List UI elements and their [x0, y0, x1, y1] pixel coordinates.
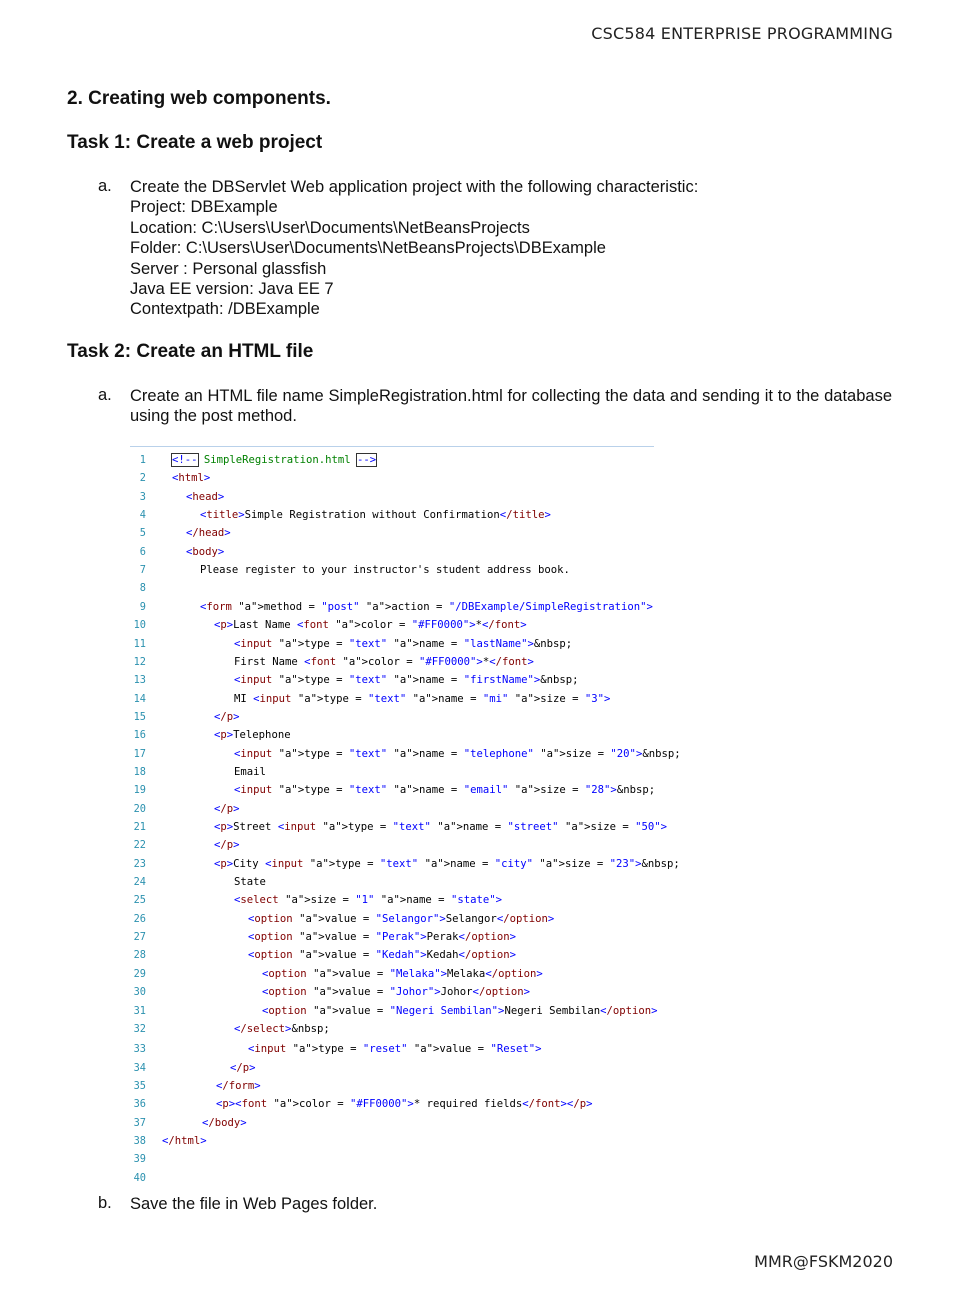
code-text: <html> — [172, 472, 211, 485]
code-line — [130, 1002, 690, 1020]
code-text: <!-- SimpleRegistration.html --> — [172, 454, 377, 466]
code-line — [130, 598, 690, 616]
line-number: 11 — [133, 637, 146, 650]
task1-line: Project: DBExample — [130, 198, 278, 217]
code-line — [130, 965, 690, 983]
code-line — [130, 561, 690, 579]
line-number: 2 — [139, 472, 146, 485]
code-line — [130, 836, 690, 854]
code-line — [130, 1077, 690, 1095]
code-line — [130, 1095, 690, 1113]
line-number: 39 — [133, 1153, 146, 1166]
code-text: <option "a">value = "Kedah">Kedah</option> — [248, 949, 516, 962]
code-text: </html> — [162, 1134, 207, 1147]
code-text: <input "a">type = "text" "a">name = "telephone" "a">size = "20">&nbsp; — [234, 747, 681, 760]
line-number: 5 — [139, 527, 146, 540]
task1-item-a-letter: a. — [98, 177, 112, 195]
line-number: 16 — [133, 729, 146, 742]
line-number: 31 — [133, 1004, 146, 1017]
line-number: 7 — [139, 564, 146, 577]
task1-line: Create the DBServlet Web application project with the following characteristic: — [130, 178, 699, 196]
code-line — [130, 873, 690, 891]
code-line — [130, 1020, 690, 1038]
code-line — [130, 671, 690, 689]
line-number: 24 — [133, 876, 146, 889]
line-number: 28 — [133, 949, 146, 962]
line-number: 32 — [133, 1022, 146, 1035]
task2-item-b-letter: b. — [98, 1194, 112, 1212]
task1-line: Java EE version: Java EE 7 — [130, 280, 334, 299]
code-text: </p> — [214, 839, 240, 852]
code-line — [130, 781, 690, 799]
line-number: 14 — [133, 692, 146, 705]
task1-line: Server : Personal glassfish — [130, 259, 327, 278]
code-text: <option "a">value = "Melaka">Melaka</option> — [262, 967, 543, 980]
code-text: </form> — [216, 1079, 261, 1092]
code-text: <title>Simple Registration without Confirmation</title> — [200, 509, 551, 522]
code-line — [130, 726, 690, 744]
code-text: <p>City <input "a">type = "text" "a">name = "city" "a">size = "23">&nbsp; — [214, 857, 680, 870]
code-text: </p> — [230, 1061, 256, 1074]
code-text: <option "a">value = "Perak">Perak</option> — [248, 931, 516, 944]
task1-line: Folder: C:\Users\User\Documents\NetBeansProjects\DBExample — [130, 239, 606, 258]
code-text: <head> — [186, 490, 225, 503]
code-line — [130, 1169, 690, 1187]
code-text: </p> — [214, 802, 240, 815]
page-footer: MMR@FSKM2020 — [754, 1252, 893, 1271]
code-line — [130, 579, 690, 597]
line-number: 34 — [133, 1061, 146, 1074]
task1-line: Contextpath: /DBExample — [130, 300, 320, 319]
code-text: <form "a">method = "post" "a">action = "/DBExample/SimpleRegistration"> — [200, 600, 653, 613]
task2-item-a-letter: a. — [98, 386, 112, 404]
code-text: MI <input "a">type = "text" "a">name = "mi" "a">size = "3"> — [234, 692, 611, 705]
line-number: 29 — [133, 967, 146, 980]
line-number: 21 — [133, 821, 146, 833]
code-text: </p> — [214, 710, 240, 723]
code-line — [130, 1040, 690, 1058]
line-number: 26 — [133, 912, 146, 925]
code-line — [130, 745, 690, 763]
code-line — [130, 1059, 690, 1077]
line-number: 20 — [133, 802, 146, 815]
line-number: 36 — [133, 1098, 146, 1111]
code-line — [130, 891, 690, 909]
code-line — [130, 1114, 690, 1132]
code-text: <body> — [186, 545, 225, 558]
line-number: 30 — [133, 986, 146, 999]
line-number: 8 — [139, 582, 146, 595]
line-number: 33 — [133, 1043, 146, 1056]
line-number: 25 — [133, 894, 146, 907]
code-text: <p>Street <input "a">type = "text" "a">name = "street" "a">size = "50"> — [214, 821, 668, 833]
code-line — [130, 946, 690, 964]
code-line — [130, 1132, 690, 1150]
line-number: 15 — [133, 710, 146, 723]
page-header: CSC584 ENTERPRISE PROGRAMMING — [591, 24, 893, 43]
code-line — [130, 543, 690, 561]
line-number: 4 — [139, 509, 146, 522]
code-line — [130, 506, 690, 524]
line-number: 12 — [133, 655, 146, 668]
section-title: 2. Creating web components. — [67, 88, 331, 109]
code-text: <p>Last Name <font "a">color = "#FF0000">*</font> — [214, 619, 527, 632]
code-line — [130, 653, 690, 671]
code-line — [130, 818, 690, 836]
line-number: 3 — [139, 490, 146, 503]
code-text: <p><font "a">color = "#FF0000">* required fields</font></p> — [216, 1098, 593, 1111]
code-text: <select "a">size = "1" "a">name = "state"> — [234, 894, 502, 907]
code-line — [130, 928, 690, 946]
code-line — [130, 708, 690, 726]
code-text: </head> — [186, 527, 231, 540]
line-number: 6 — [139, 545, 146, 558]
code-text: <input "a">type = "text" "a">name = "lastName">&nbsp; — [234, 637, 573, 650]
code-text: Email — [234, 765, 266, 778]
code-text: <input "a">type = "text" "a">name = "email" "a">size = "28">&nbsp; — [234, 784, 656, 797]
code-line — [130, 1150, 690, 1168]
code-listing — [130, 446, 681, 1187]
code-text: <input "a">type = "reset" "a">value = "Reset"> — [248, 1043, 542, 1056]
task2-item-b-body: Save the file in Web Pages folder. — [130, 1195, 378, 1213]
line-number: 40 — [133, 1171, 146, 1184]
code-text: Please register to your instructor's student address book. — [200, 564, 570, 577]
line-number: 22 — [133, 839, 146, 852]
code-text: </body> — [202, 1116, 247, 1129]
line-number: 19 — [133, 784, 146, 797]
code-line — [130, 524, 690, 542]
line-number: 1 — [139, 454, 146, 466]
line-number: 27 — [133, 931, 146, 944]
code-line — [130, 451, 690, 469]
line-number: 38 — [133, 1134, 146, 1147]
code-text: State — [234, 876, 266, 889]
code-line — [130, 690, 690, 708]
code-line — [130, 763, 690, 781]
line-number: 37 — [133, 1116, 146, 1129]
line-number: 35 — [133, 1079, 146, 1092]
task2-item-a-body: Create an HTML file name SimpleRegistration.html for collecting the data and sending it to the database using the post method. — [130, 387, 892, 426]
line-number: 17 — [133, 747, 146, 760]
code-line — [130, 616, 690, 634]
code-line — [130, 635, 690, 653]
code-text: <input "a">type = "text" "a">name = "firstName">&nbsp; — [234, 674, 579, 687]
code-line — [130, 983, 690, 1001]
code-line — [130, 910, 690, 928]
code-text: <option "a">value = "Johor">Johor</option> — [262, 986, 530, 999]
task2-title: Task 2: Create an HTML file — [67, 341, 314, 362]
code-line — [130, 469, 690, 487]
code-text: <p>Telephone — [214, 729, 291, 742]
line-number: 23 — [133, 857, 146, 870]
code-text: <option "a">value = "Negeri Sembilan">Negeri Sembilan</option> — [262, 1004, 658, 1017]
task1-item-a-body — [130, 177, 890, 320]
line-number: 18 — [133, 765, 146, 778]
task1-line: Location: C:\Users\User\Documents\NetBeansProjects — [130, 218, 530, 237]
line-number: 13 — [133, 674, 146, 687]
task1-title: Task 1: Create a web project — [67, 132, 323, 153]
code-line — [130, 800, 690, 818]
code-text: <option "a">value = "Selangor">Selangor</option> — [248, 912, 555, 925]
line-number: 10 — [133, 619, 146, 632]
code-line — [130, 855, 690, 873]
line-number: 9 — [139, 600, 146, 613]
code-line — [130, 488, 690, 506]
code-text: First Name <font "a">color = "#FF0000">*</font> — [234, 655, 534, 668]
code-text: </select>&nbsp; — [234, 1022, 330, 1035]
